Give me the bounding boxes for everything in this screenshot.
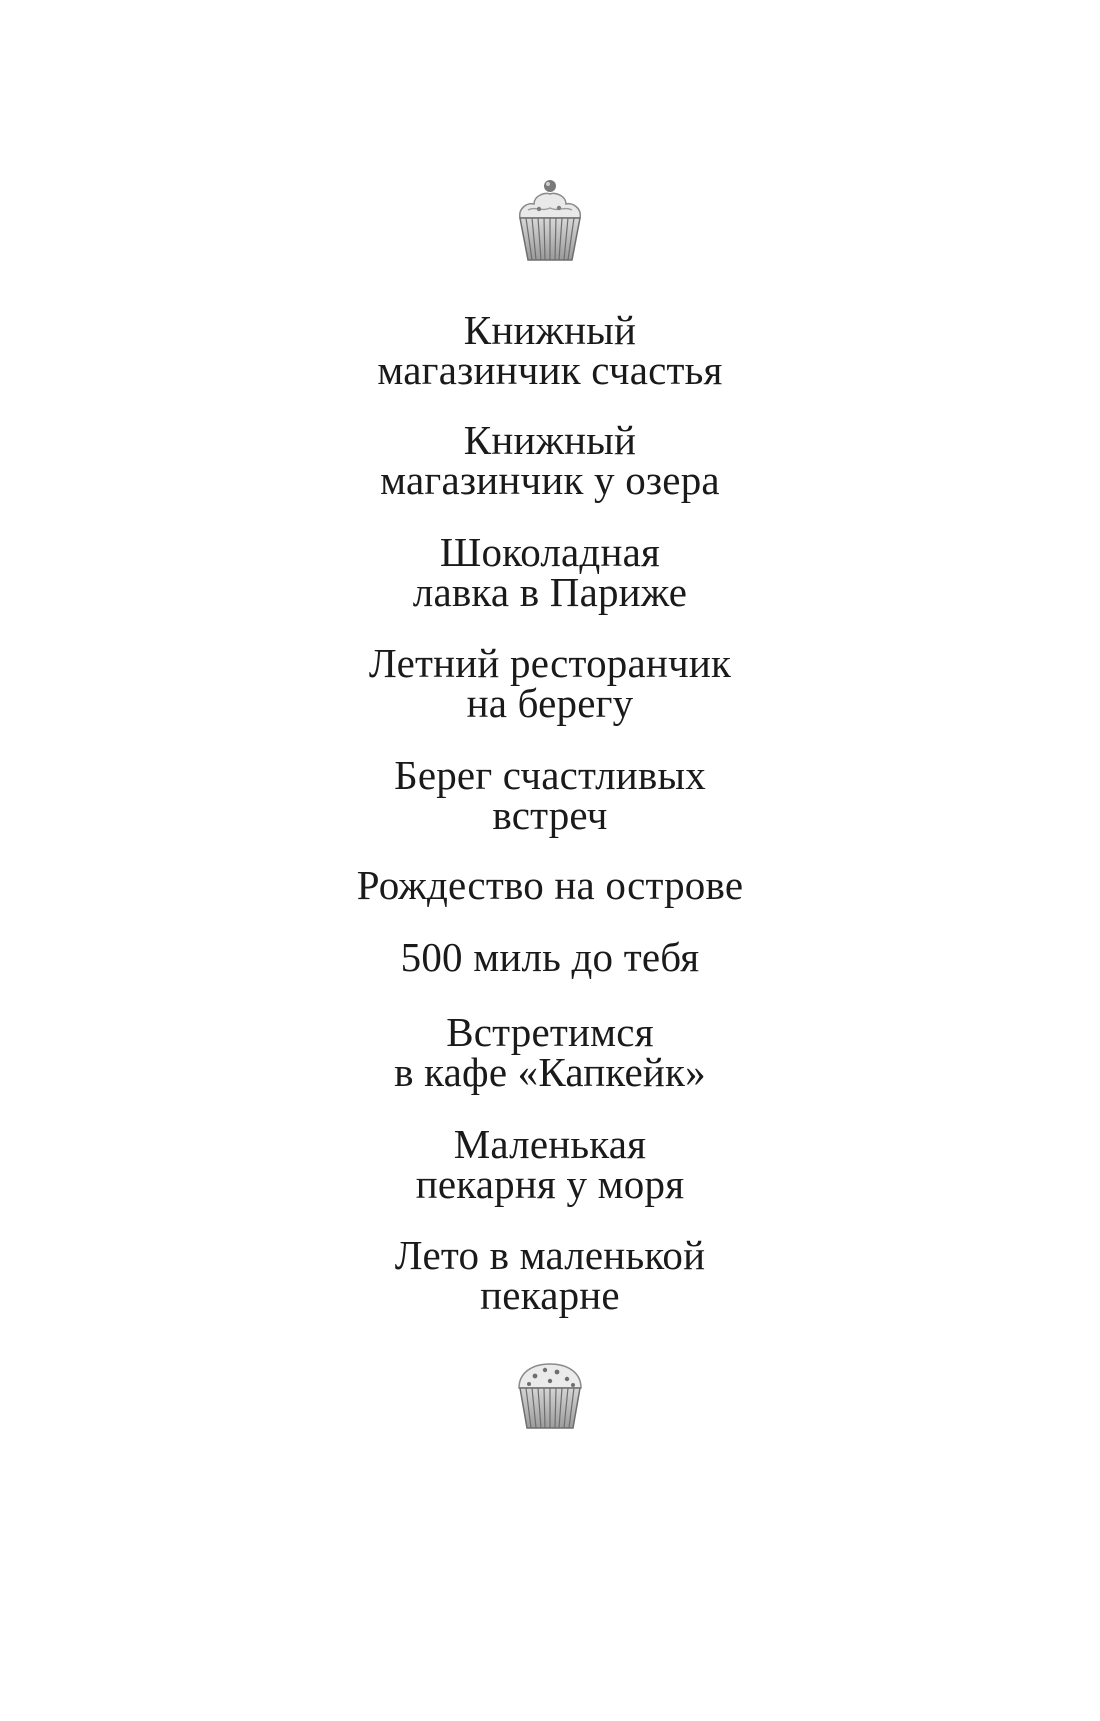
book-title-line: в кафе «Капкейк» [394,1049,706,1095]
book-title-line: Встретимся [446,1009,654,1055]
cupcake-icon [512,178,588,262]
book-title [0,752,1100,838]
book-title-line: Рождество на острове [356,862,744,908]
book-title-line: пекарня у моря [415,1161,685,1207]
book-title [0,307,1100,393]
book-title [0,417,1100,503]
book-title-line: Лето в маленькой [394,1232,706,1278]
book-title-line: Книжный [463,307,637,353]
book-title-line: 500 миль до тебя [400,934,700,980]
book-title-line: Шоколадная [439,529,661,575]
book-title [0,1232,1100,1318]
book-title [0,1121,1100,1207]
book-title [0,862,1100,908]
book-title-line: на берегу [466,680,634,726]
book-title-line: Книжный [463,417,637,463]
book-title-line: лавка в Париже [412,569,688,615]
book-title-line: магазинчик счастья [377,347,723,393]
book-title [0,934,1100,980]
book-title [0,640,1100,726]
muffin-icon [515,1360,585,1430]
book-title [0,1009,1100,1095]
book-title [0,529,1100,615]
book-title-line: магазинчик у озера [380,457,720,503]
book-title-line: Маленькая [453,1121,647,1167]
book-title-line: пекарне [480,1272,620,1318]
book-title-line: встреч [492,792,608,838]
book-title-line: Летний ресторанчик [368,640,732,686]
book-title-line: Берег счастливых [394,752,706,798]
